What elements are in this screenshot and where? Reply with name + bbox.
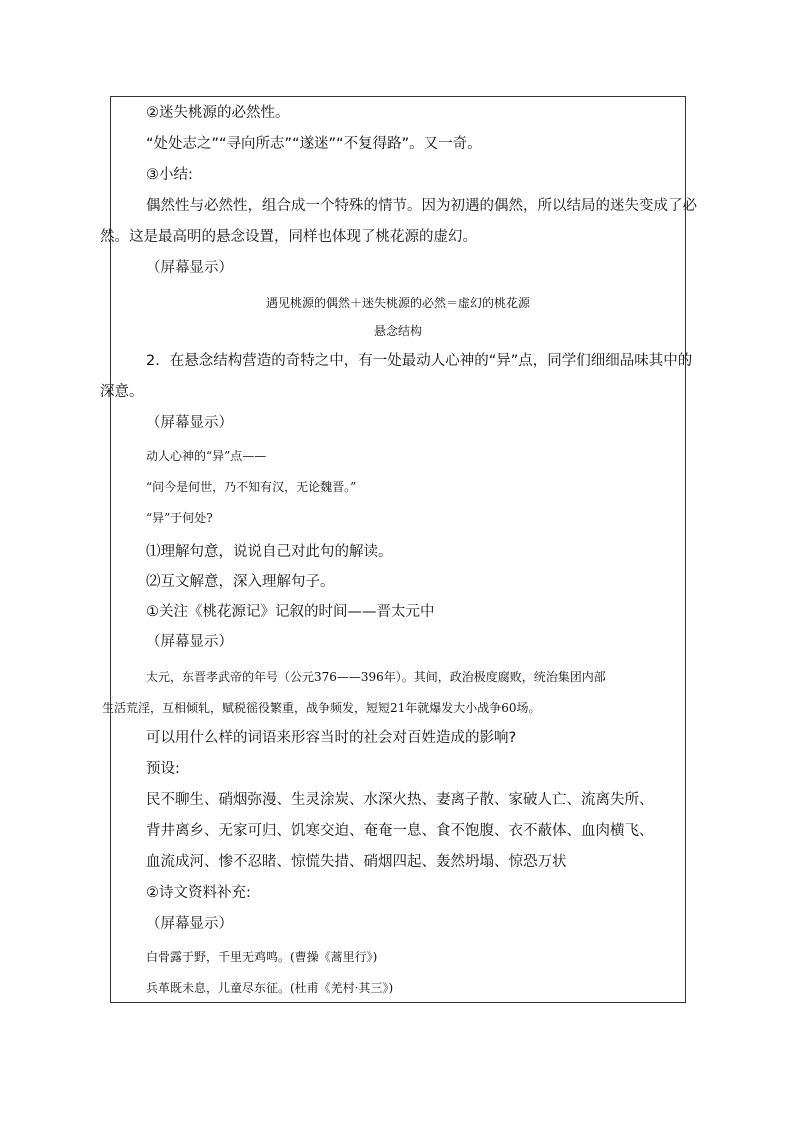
text-line-wrap [100,229,684,245]
text-line: 然。这是最高明的悬念设置，同样也体现了桃花源的虚幻。 [100,229,477,245]
text-line: 可以用什么样的词语来形容当时的社会对百姓造成的影响? [146,730,517,746]
text-line: 民不聊生、硝烟弥漫、生灵涂炭、水深火热、妻离子散、家破人亡、流离失所、 [146,792,654,808]
text-line: ③小结: [146,167,193,183]
screen-text-line: 动人心神的“异”点—— [146,449,267,463]
text-line: 背井离乡、无家可归、饥寒交迫、奄奄一息、食不饱腹、衣不蔽体、血肉横飞、 [146,823,654,839]
screen-text-line: 生活荒淫，互相倾轧，赋税徭役繁重，战争频发，短短21年就爆发大小战争60场。 [102,701,541,715]
formula-caption: 悬念结构 [373,324,422,338]
screen-text-line: 兵革既未息，儿童尽东征。(杜甫《羌村·其三》) [146,981,394,995]
text-line-wrap [102,701,684,715]
text-line: ②迷失桃源的必然性。 [146,105,290,121]
text-line: “处处志之”“寻向所志”“遂迷”“不复得路”。又一奇。 [146,136,482,152]
text-line: ⑵互文解意，深入理解句子。 [146,574,335,590]
text-line: ⑴理解句意，说说自己对此句的解读。 [146,544,393,560]
text-line-wrap [100,384,684,400]
text-line: 偶然性与必然性，组合成一个特殊的情节。因为初遇的偶然，所以结局的迷失变成了必 [146,198,697,214]
screen-display-label: （屏幕显示） [146,260,233,276]
text-line-wrap [112,198,697,214]
text-line: 2．在悬念结构营造的奇特之中，有一处最动人心神的“异”点，同学们细细品味其中的 [146,353,693,369]
screen-text-line: 白骨露于野，千里无鸡鸣。(曹操《蒿里行》) [146,950,378,964]
screen-text-line: 太元，东晋孝武帝的年号（公元376——396年）。其间，政治极度腐败，统治集团内部 [146,670,606,684]
text-line: ②诗文资料补充: [146,885,251,901]
text-line: 血流成河、惨不忍睹、惊慌失措、硝烟四起、轰然坍塌、惊恐万状 [146,854,567,870]
screen-display-label: （屏幕显示） [146,916,233,932]
screen-text-line: “异”于何处? [146,511,213,525]
text-line: 深意。 [100,384,144,400]
formula-line: 遇见桃源的偶然＋迷失桃源的必然＝虚幻的桃花源 [265,296,530,310]
screen-text-line: “问今是何世，乃不知有汉，无论魏晋。” [146,480,357,494]
text-line: 预设: [146,761,180,777]
screen-display-label: （屏幕显示） [146,634,233,650]
text-line: ①关注《桃花源记》记叙的时间——晋太元中 [146,604,435,620]
screen-display-label: （屏幕显示） [146,415,233,431]
